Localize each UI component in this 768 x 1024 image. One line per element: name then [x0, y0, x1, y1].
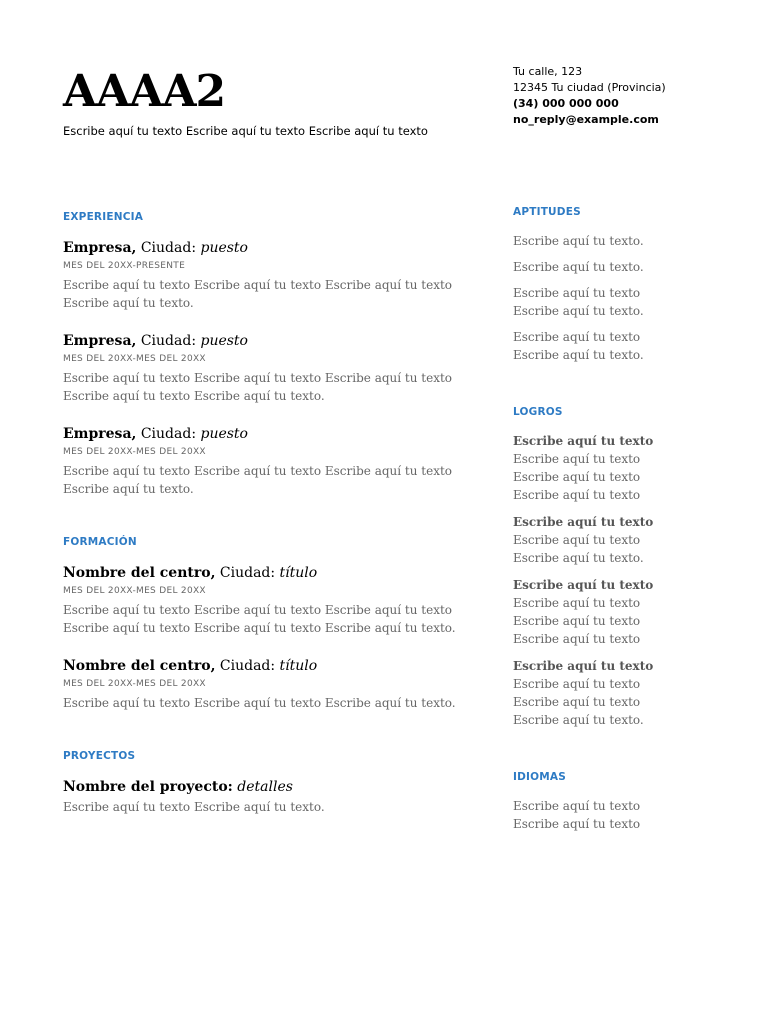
skill-item: Escribe aquí tu texto.	[513, 234, 644, 248]
entry-role: título	[279, 565, 318, 581]
achievement-lead: Escribe aquí tu texto	[513, 659, 654, 673]
skill-item: Escribe aquí tu texto Escribe aquí tu texto.	[513, 286, 644, 318]
education-entry	[63, 564, 463, 637]
resume-tagline: Escribe aquí tu texto Escribe aquí tu texto Escribe aquí tu texto	[63, 124, 428, 138]
projects-section	[63, 750, 463, 816]
skill-item: Escribe aquí tu texto.	[513, 260, 644, 274]
entry-text: Escribe aquí tu texto Escribe aquí tu texto Escribe aquí tu texto.	[63, 696, 456, 710]
achievements-section	[513, 406, 688, 729]
achievements-title: LOGROS	[513, 406, 563, 418]
experience-title: EXPERIENCIA	[63, 211, 144, 223]
contact-phone: (34) 000 000 000	[513, 97, 619, 110]
entry-text: Escribe aquí tu texto Escribe aquí tu texto.	[63, 800, 325, 814]
achievement-item	[513, 432, 688, 504]
achievement-item	[513, 576, 688, 648]
entry-org: Nombre del centro,	[63, 658, 216, 674]
languages-title: IDIOMAS	[513, 771, 566, 783]
main-column	[63, 66, 463, 816]
side-column	[513, 64, 688, 833]
entry-place: Ciudad:	[136, 333, 201, 349]
entry-date: MES DEL 20XX-MES DEL 20XX	[63, 447, 206, 457]
skills-title: APTITUDES	[513, 206, 581, 218]
achievement-text: Escribe aquí tu texto Escribe aquí tu texto Escribe aquí tu texto	[513, 596, 641, 646]
entry-role: título	[279, 658, 318, 674]
entry-place: Ciudad:	[136, 240, 201, 256]
entry-heading	[63, 239, 463, 257]
achievement-text: Escribe aquí tu texto Escribe aquí tu texto Escribe aquí tu texto	[513, 452, 641, 502]
skill-item: Escribe aquí tu texto Escribe aquí tu texto.	[513, 330, 644, 362]
experience-entry	[63, 239, 463, 312]
entry-org: Empresa,	[63, 333, 137, 349]
entry-role: detalles	[232, 779, 293, 795]
contact-block	[513, 64, 688, 128]
achievement-text: Escribe aquí tu texto Escribe aquí tu texto Escribe aquí tu texto.	[513, 677, 644, 727]
entry-text: Escribe aquí tu texto Escribe aquí tu texto Escribe aquí tu texto Escribe aquí tu texto Escribe aquí tu texto.	[63, 371, 453, 403]
achievement-lead: Escribe aquí tu texto	[513, 578, 654, 592]
entry-date: MES DEL 20XX-MES DEL 20XX	[63, 586, 206, 596]
entry-role: puesto	[200, 240, 248, 256]
entry-role: puesto	[200, 333, 248, 349]
experience-section	[63, 211, 463, 498]
experience-entry	[63, 332, 463, 405]
entry-heading	[63, 564, 463, 582]
entry-date: MES DEL 20XX-MES DEL 20XX	[63, 679, 206, 689]
entry-place: Ciudad:	[215, 565, 280, 581]
resume-name: AAAA2	[63, 66, 226, 117]
entry-org: Nombre del centro,	[63, 565, 216, 581]
entry-text: Escribe aquí tu texto Escribe aquí tu texto Escribe aquí tu texto Escribe aquí tu texto.	[63, 464, 453, 496]
entry-date: MES DEL 20XX-PRESENTE	[63, 261, 186, 271]
projects-title: PROYECTOS	[63, 750, 136, 762]
entry-heading	[63, 778, 463, 796]
achievement-item	[513, 657, 688, 729]
education-section	[63, 536, 463, 712]
entry-heading	[63, 425, 463, 443]
entry-org: Empresa,	[63, 426, 137, 442]
entry-text: Escribe aquí tu texto Escribe aquí tu texto Escribe aquí tu texto Escribe aquí tu texto.	[63, 278, 453, 310]
entry-date: MES DEL 20XX-MES DEL 20XX	[63, 354, 206, 364]
entry-text: Escribe aquí tu texto Escribe aquí tu texto Escribe aquí tu texto Escribe aquí tu texto Escribe aquí tu texto Escribe aquí tu texto.	[63, 603, 456, 635]
entry-heading	[63, 332, 463, 350]
entry-heading	[63, 657, 463, 675]
entry-org: Nombre del proyecto:	[63, 779, 233, 795]
languages-section	[513, 771, 688, 833]
education-entry	[63, 657, 463, 712]
achievement-lead: Escribe aquí tu texto	[513, 434, 654, 448]
entry-place: Ciudad:	[215, 658, 280, 674]
contact-city: 12345 Tu ciudad (Provincia)	[513, 81, 666, 94]
entry-place: Ciudad:	[136, 426, 201, 442]
language-item: Escribe aquí tu texto Escribe aquí tu texto	[513, 799, 641, 831]
contact-email: no_reply@example.com	[513, 113, 659, 126]
project-entry	[63, 778, 463, 816]
experience-entry	[63, 425, 463, 498]
achievement-item	[513, 513, 688, 567]
education-title: FORMACIÓN	[63, 536, 137, 548]
achievement-lead: Escribe aquí tu texto	[513, 515, 654, 529]
entry-role: puesto	[200, 426, 248, 442]
achievement-text: Escribe aquí tu texto Escribe aquí tu texto.	[513, 533, 644, 565]
skills-section	[513, 206, 688, 364]
contact-street: Tu calle, 123	[513, 65, 583, 78]
entry-org: Empresa,	[63, 240, 137, 256]
